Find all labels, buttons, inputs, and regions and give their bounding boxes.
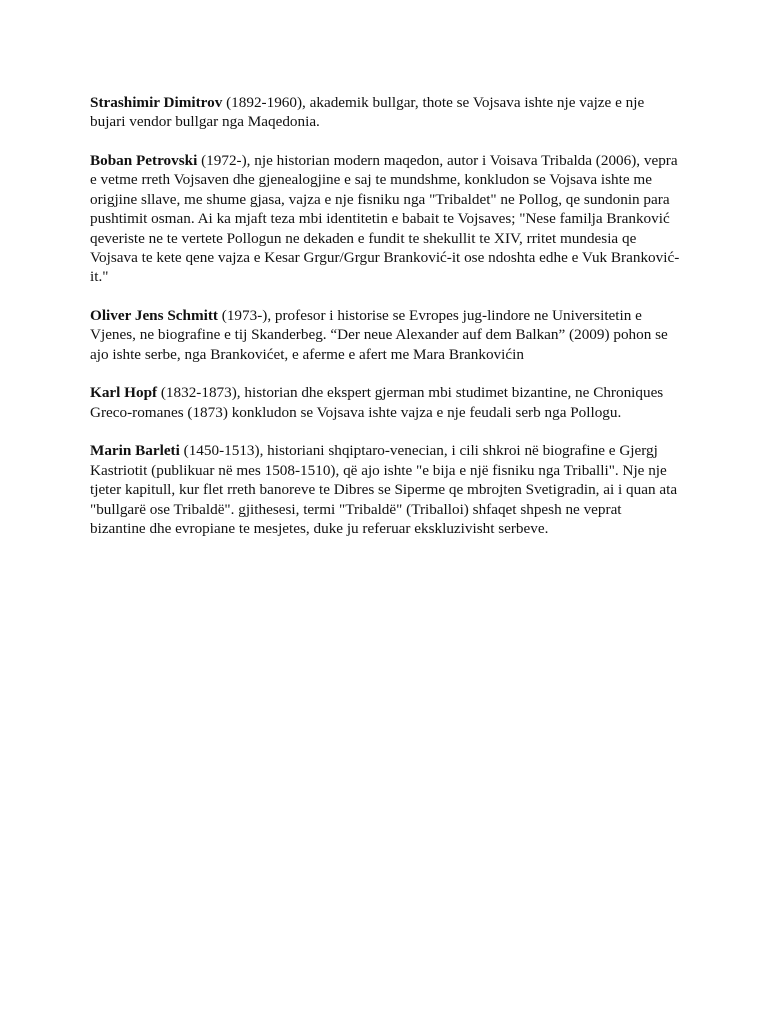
paragraph-text: (1892-1960), akademik bullgar, thote se Vojsava ishte nje vajze e nje bujari vendor bullgar nga Maqedonia. <box>90 94 645 131</box>
author-name: Boban Petrovski <box>90 152 198 169</box>
paragraph-text: (1972-), nje historian modern maqedon, autor i Voisava Tribalda (2006), vepra e vetme rreth Vojsaven dhe gjenealogjine e saj te mundshme, konkludon se Vojsava ishte me origjine sllave, me shume gjasa, vajza e nje fisniku nga "Tribaldet" ne Pollog, qe sundonin para pushtimit osman. Ai ka mjaft teza mbi identitetin e babait te Vojsaves; "Nese familja Branković qeveriste ne te vertete Pollogun ne dekaden e fundit te shekullit te XIV, rritet mundesia qe Vojsava te kete qene vajza e Kesar Grgur/Grgur Branković-it ose ndoshta edhe e Vuk Branković-it." <box>90 152 680 286</box>
paragraph-barleti <box>90 441 680 538</box>
author-name: Marin Barleti <box>90 442 180 460</box>
author-name: Strashimir Dimitrov <box>90 94 223 111</box>
author-name: Karl Hopf <box>90 384 158 402</box>
paragraph-hopf <box>90 383 680 422</box>
paragraph-petrovski <box>90 151 680 287</box>
paragraph-text: (1832-1873), historian dhe ekspert gjerman mbi studimet bizantine, ne Chroniques Greco-romanes (1873) konkludon se Vojsava ishte vajza e nje feudali serb nga Pollogu. <box>90 384 664 421</box>
paragraph-schmitt <box>90 306 680 364</box>
paragraph-text: (1973-), profesor i historise se Evropes jug-lindore ne Universitetin e Vjenes, ne biografine e tij Skanderbeg. “Der neue Alexander auf dem Balkan” (2009) pohon se ajo ishte serbe, nga Brankovićet, e aferme e afert me Mara Brankovićin <box>90 307 668 363</box>
paragraph-text: (1450-1513), historiani shqiptaro-venecian, i cili shkroi në biografine e Gjergj Kastriotit (publikuar në mes 1508-1510), që ajo ishte "e bija e një fisniku nga Triballi". Nje nje tjeter kapitull, kur flet rreth banoreve te Dibres se Siperme qe mbrojten Svetigradin, ai i quan ata "bullgarë ose Tribaldë". gjithesesi, termi "Tribaldë" (Triballoi) shfaqet shpesh ne veprat bizantine dhe evropiane te mesjetes, duke ju referuar ekskluzivisht serbeve. <box>90 442 678 538</box>
author-name: Oliver Jens Schmitt <box>90 307 218 325</box>
paragraph-dimitrov <box>90 93 680 132</box>
document-body <box>90 93 680 558</box>
